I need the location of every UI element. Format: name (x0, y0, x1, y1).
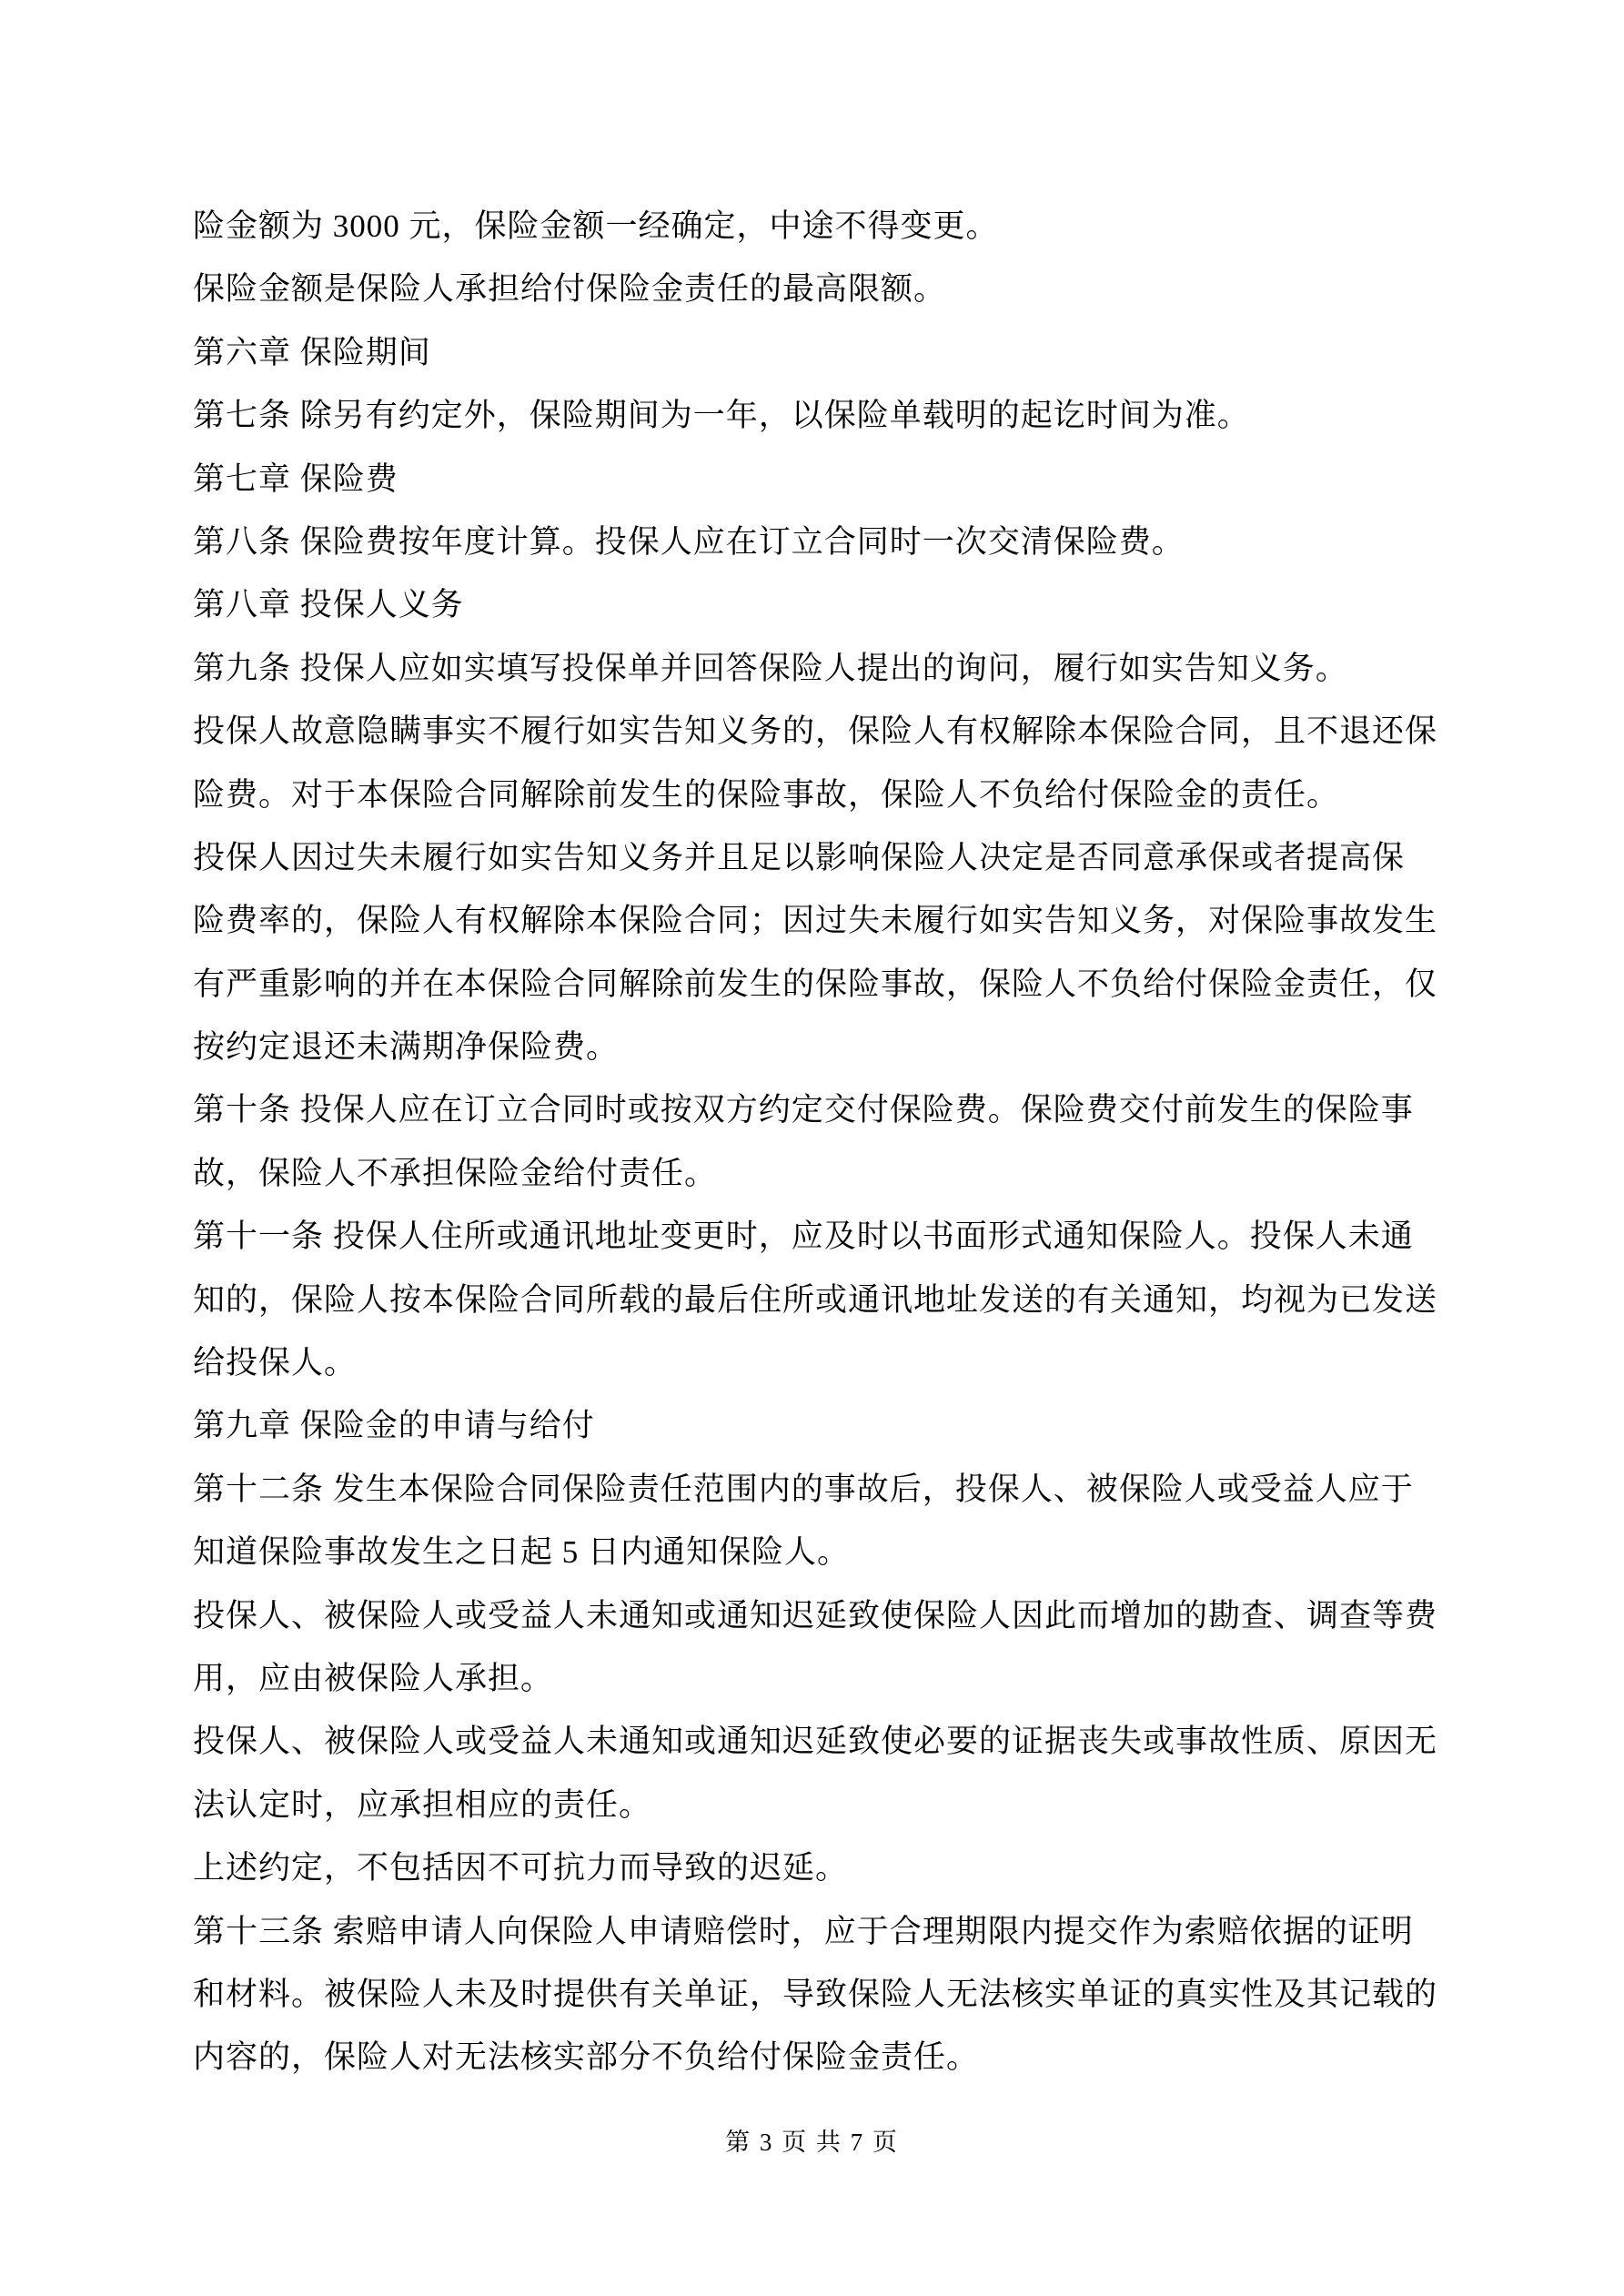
text-line: 第八条 保险费按年度计算。投保人应在订立合同时一次交清保险费。 (193, 523, 1185, 560)
text-line: 知的，保险人按本保险合同所载的最后住所或通讯地址发送的有关通知，均视为已发送 (193, 1281, 1438, 1318)
text-line: 第十一条 投保人住所或通讯地址变更时，应及时以书面形式通知保险人。投保人未通 (193, 1219, 1414, 1255)
text-line: 第十二条 发生本保险合同保险责任范围内的事故后，投保人、被保险人或受益人应于 (193, 1471, 1414, 1507)
text-line: 有严重影响的并在本保险合同解除前发生的保险事故，保险人不负给付保险金责任，仅 (193, 966, 1438, 1002)
text-line: 险金额为 3000 元，保险金额一经确定，中途不得变更。 (193, 208, 999, 244)
chapter-heading: 第九章 保险金的申请与给付 (193, 1408, 595, 1444)
text-line: 保险金额是保险人承担给付保险金责任的最高限额。 (193, 271, 947, 308)
text-line: 法认定时，应承担相应的责任。 (193, 1786, 652, 1823)
text-line: 投保人因过失未履行如实告知义务并且足以影响保险人决定是否同意承保或者提高保 (193, 839, 1406, 875)
text-line: 上述约定，不包括因不可抗力而导致的迟延。 (193, 1850, 849, 1886)
text-line: 投保人、被保险人或受益人未通知或通知迟延致使必要的证据丧失或事故性质、原因无 (193, 1724, 1438, 1760)
text-line: 投保人、被保险人或受益人未通知或通知迟延致使保险人因此而增加的勘查、调查等费 (193, 1597, 1438, 1633)
text-line: 第十三条 索赔申请人向保险人申请赔偿时，应于合理期限内提交作为索赔依据的证明 (193, 1913, 1414, 1949)
chapter-heading: 第七章 保险费 (193, 460, 398, 497)
text-line: 故，保险人不承担保险金给付责任。 (193, 1155, 718, 1191)
document-body (193, 195, 1444, 2089)
text-line: 第十条 投保人应在订立合同时或按双方约定交付保险费。保险费交付前发生的保险事 (193, 1092, 1414, 1128)
text-line: 和材料。被保险人未及时提供有关单证，导致保险人无法核实单证的真实性及其记载的 (193, 1976, 1438, 2012)
text-line: 内容的，保险人对无法核实部分不负给付保险金责任。 (193, 2039, 980, 2076)
page-number-label: 第 3 页 共 7 页 (725, 2129, 899, 2156)
text-line: 第七条 除另有约定外，保险期间为一年，以保险单载明的起讫时间为准。 (193, 398, 1250, 434)
text-line: 用，应由被保险人承担。 (193, 1660, 554, 1696)
text-line: 险费率的，保险人有权解除本保险合同；因过失未履行如实告知义务，对保险事故发生 (193, 903, 1438, 939)
text-line: 给投保人。 (193, 1345, 358, 1381)
chapter-heading: 第八章 投保人义务 (193, 587, 464, 623)
text-line: 投保人故意隐瞒事实不履行如实告知义务的，保险人有权解除本保险合同，且不退还保 (193, 713, 1438, 750)
text-line: 按约定退还未满期净保险费。 (193, 1029, 620, 1066)
text-line: 第九条 投保人应如实填写投保单并回答保险人提出的询问，履行如实告知义务。 (193, 650, 1348, 686)
page-footer (0, 2126, 1624, 2159)
chapter-heading: 第六章 保险期间 (193, 334, 431, 370)
text-line: 险费。对于本保险合同解除前发生的保险事故，保险人不负给付保险金的责任。 (193, 776, 1340, 813)
text-line: 知道保险事故发生之日起 5 日内通知保险人。 (193, 1534, 851, 1571)
